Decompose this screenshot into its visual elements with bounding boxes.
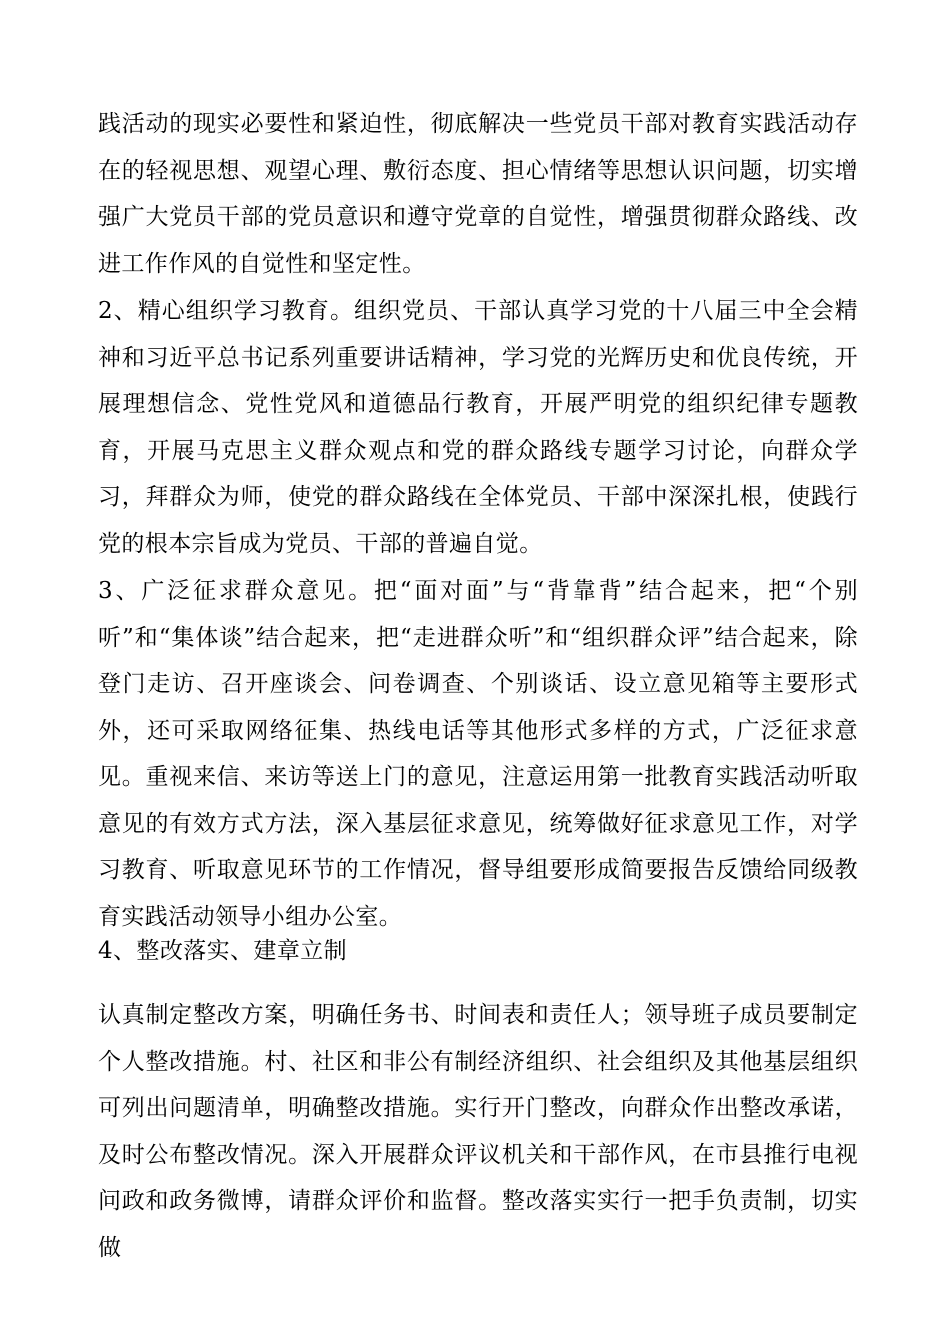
paragraph-study-education: 2、精心组织学习教育。组织党员、干部认真学习党的十八届三中全会精神和习近平总书记系列重要讲话精神，学习党的光辉历史和优良传统，开展理想信念、党性党风和道德品行教育，开展严明党的组织纪律专题教育，开展马克思主义群众观点和党的群众路线专题学习讨论，向群众学习，拜群众为师，使党的群众路线在全体党员、干部中深深扎根，使践行党的根本宗旨成为党员、干部的普遍自觉。 (98, 298, 858, 557)
paragraph-continuation: 践活动的现实必要性和紧迫性，彻底解决一些党员干部对教育实践活动存在的轻视思想、观望心理、敷衍态度、担心情绪等思想认识问题，切实增强广大党员干部的党员意识和遵守党章的自觉性，增强贯彻群众路线、改进工作作风的自觉性和坚定性。 (98, 111, 858, 277)
paragraph-solicit-opinions: 3、广泛征求群众意见。把“面对面”与“背靠背”结合起来，把“个别听”和“集体谈”结合起来，把“走进群众听”和“组织群众评”结合起来，除登门走访、召开座谈会、问卷调查、个别谈话、设立意见箱等主要形式外，还可采取网络征集、热线电话等其他形式多样的方式，广泛征求意见。重视来信、来访等送上门的意见，注意运用第一批教育实践活动听取意见的有效方式方法，深入基层征求意见，统筹做好征求意见工作，对学习教育、听取意见环节的工作情况，督导组要形成简要报告反馈给同级教育实践活动领导小组办公室。 (98, 578, 858, 930)
section-heading-rectification: 4、整改落实、建章立制 (98, 938, 348, 964)
paragraph-rectification-plan: 认真制定整改方案，明确任务书、时间表和责任人；领导班子成员要制定个人整改措施。村、社区和非公有制经济组织、社会组织及其他基层组织可列出问题清单，明确整改措施。实行开门整改，向群众作出整改承诺，及时公布整改情况。深入开展群众评议机关和干部作风，在市县推行电视问政和政务微博，请群众评价和监督。整改落实实行一把手负责制，切实做 (98, 1002, 858, 1261)
